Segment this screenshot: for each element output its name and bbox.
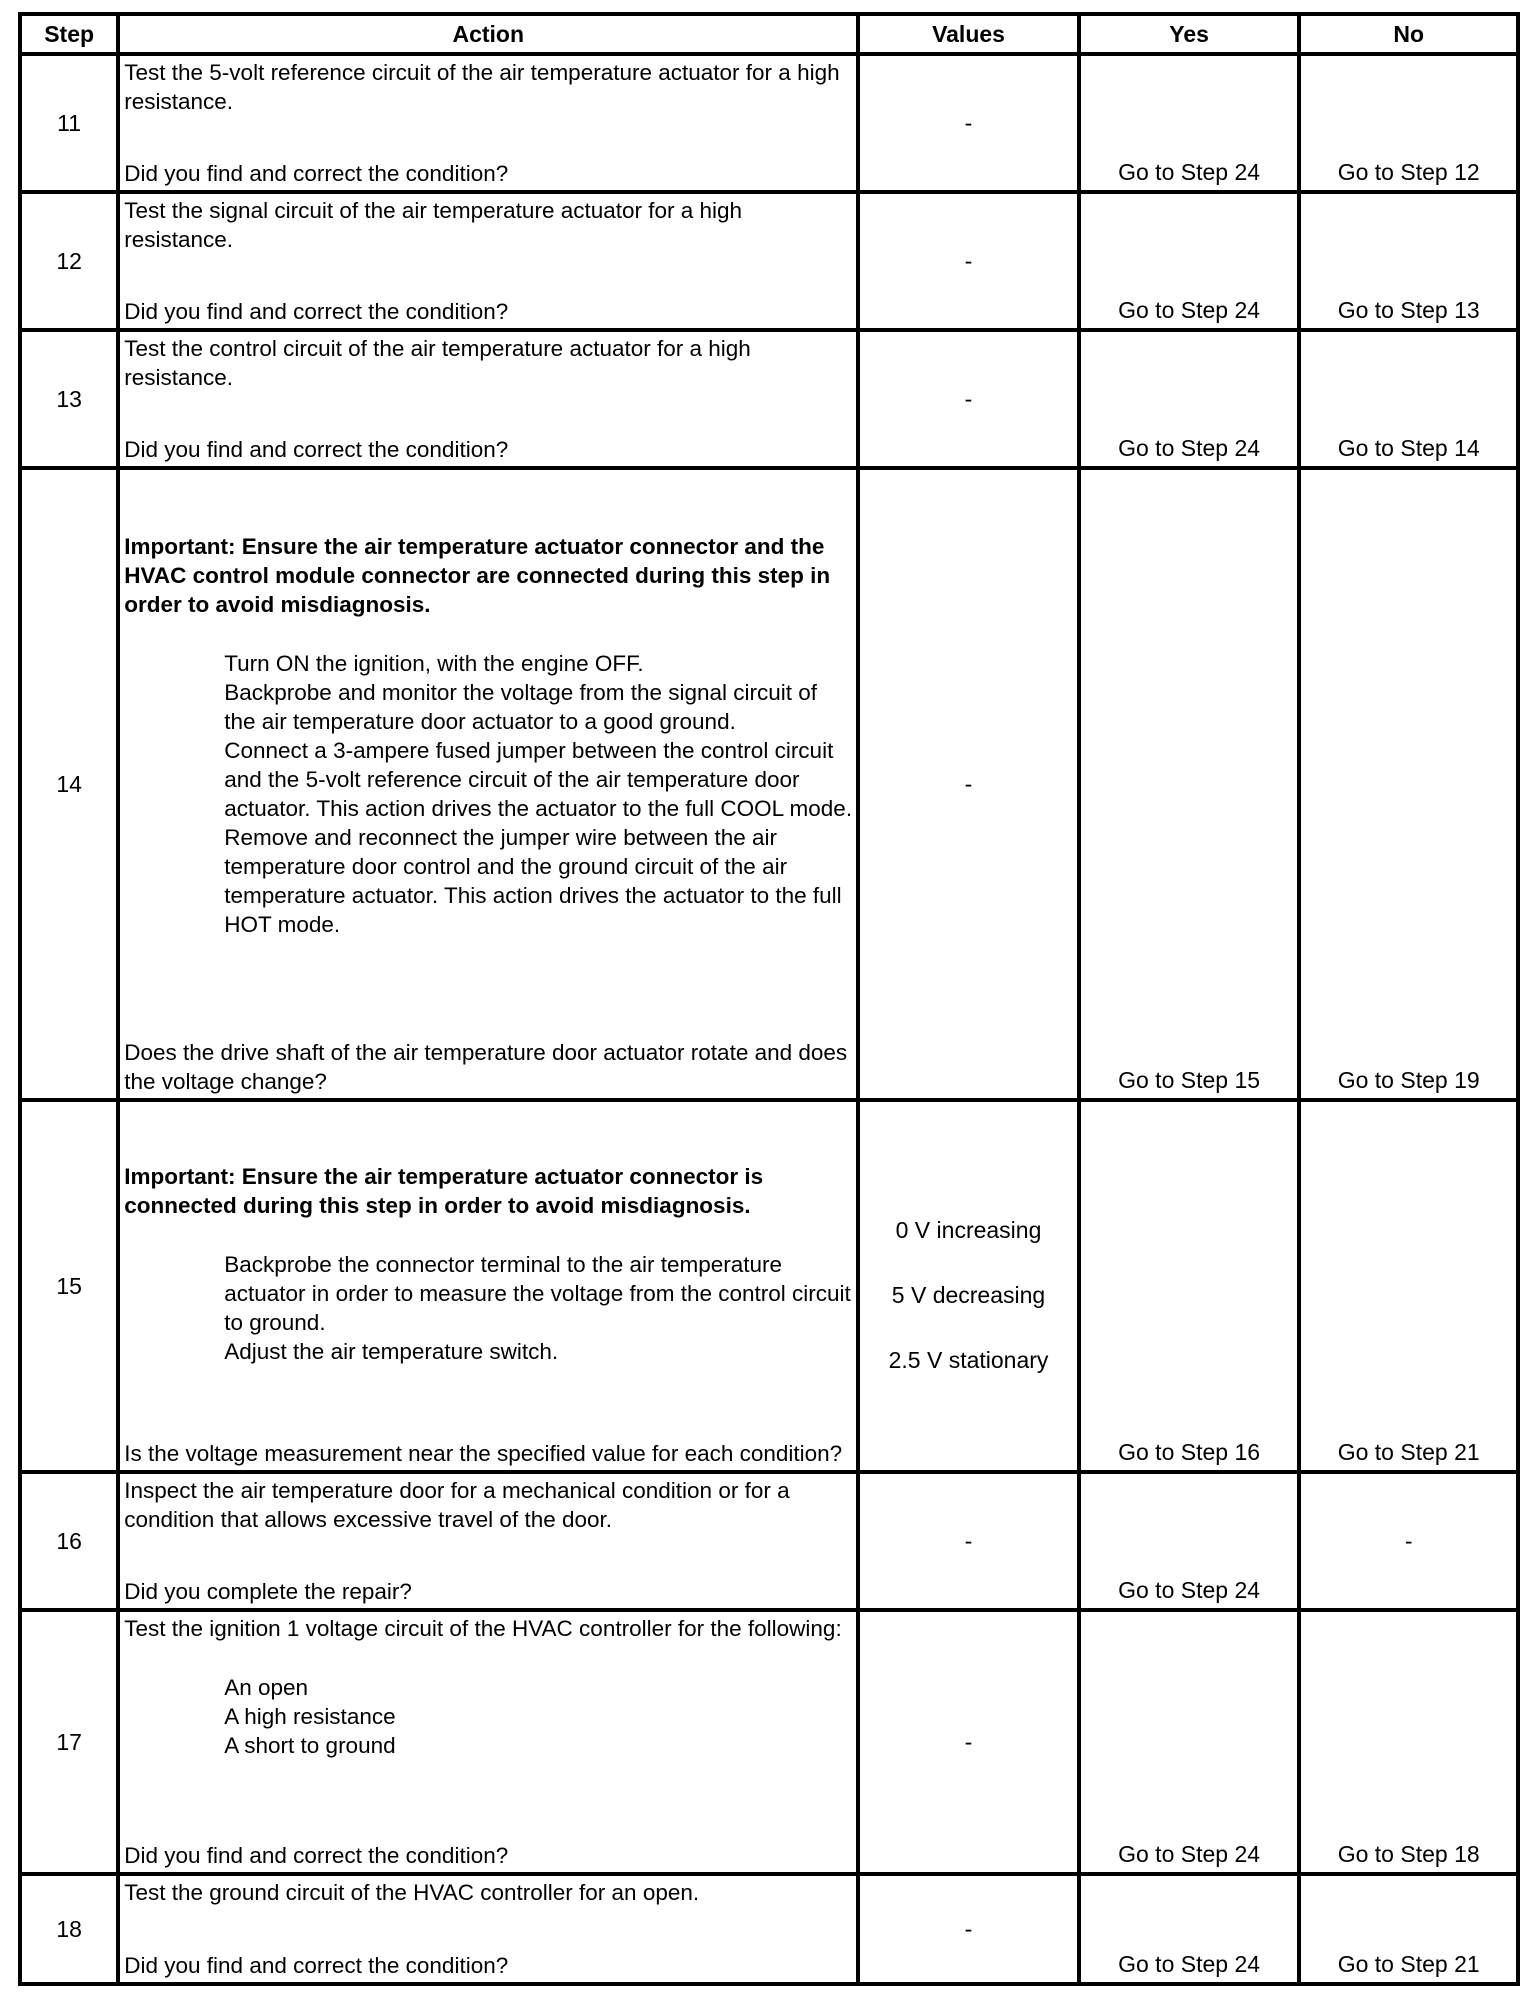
table-row <box>20 54 1518 192</box>
step-number: 18 <box>20 1874 118 1984</box>
table-row <box>20 330 1518 468</box>
step-number: 13 <box>20 330 118 468</box>
action-cell <box>118 1472 858 1610</box>
values-cell: - <box>858 330 1079 468</box>
header-row <box>20 14 1518 54</box>
step-number: 12 <box>20 192 118 330</box>
no-cell: Go to Step 21 <box>1299 1874 1518 1984</box>
yes-cell: Go to Step 24 <box>1079 54 1300 192</box>
action-cell <box>118 1100 858 1472</box>
action-question: Does the drive shaft of the air temperature door actuator rotate and does the voltage change? <box>124 1040 848 1094</box>
values-cell: - <box>858 468 1079 1100</box>
action-cell <box>118 330 858 468</box>
no-cell: - <box>1299 1472 1518 1610</box>
action-cell <box>118 54 858 192</box>
action-text: Test the signal circuit of the air temperature actuator for a high resistance. <box>124 198 743 252</box>
values-cell: - <box>858 54 1079 192</box>
no-cell: Go to Step 12 <box>1299 54 1518 192</box>
action-cell <box>118 1874 858 1984</box>
sub-step-list <box>124 1250 852 1366</box>
sub-step: An open <box>224 1675 309 1700</box>
values-cell: - <box>858 1874 1079 1984</box>
action-text: Test the 5-volt reference circuit of the air temperature actuator for a high resistance. <box>124 60 840 114</box>
table-row <box>20 1100 1518 1472</box>
header-yes: Yes <box>1079 14 1300 54</box>
table-row <box>20 1472 1518 1610</box>
yes-cell: Go to Step 24 <box>1079 1610 1300 1874</box>
table-row <box>20 1874 1518 1984</box>
sub-step: Turn ON the ignition, with the engine OFF. <box>224 651 644 676</box>
action-question: Did you find and correct the condition? <box>124 1953 509 1978</box>
yes-cell: Go to Step 24 <box>1079 192 1300 330</box>
table-row <box>20 192 1518 330</box>
action-text: Test the ignition 1 voltage circuit of the HVAC controller for the following: <box>124 1616 842 1641</box>
action-cell <box>118 192 858 330</box>
sub-step: Backprobe and monitor the voltage from the signal circuit of the air temperature door actuator to a good ground. <box>224 680 818 734</box>
table-row <box>20 468 1518 1100</box>
step-number: 17 <box>20 1610 118 1874</box>
sub-step: Adjust the air temperature switch. <box>224 1339 559 1364</box>
yes-cell: Go to Step 15 <box>1079 468 1300 1100</box>
action-text: Inspect the air temperature door for a mechanical condition or for a condition that allows excessive travel of the door. <box>124 1478 790 1532</box>
table-row <box>20 1610 1518 1874</box>
action-text: Test the ground circuit of the HVAC controller for an open. <box>124 1880 700 1905</box>
values-cell: - <box>858 1472 1079 1610</box>
step-number: 15 <box>20 1100 118 1472</box>
sub-step-list <box>124 1673 852 1760</box>
no-cell: Go to Step 19 <box>1299 468 1518 1100</box>
action-question: Is the voltage measurement near the specified value for each condition? <box>124 1441 843 1466</box>
value-item: 0 V increasing <box>895 1216 1042 1243</box>
no-cell: Go to Step 14 <box>1299 330 1518 468</box>
header-no: No <box>1299 14 1518 54</box>
sub-step: Remove and reconnect the jumper wire between the air temperature door control and the ground circuit of the air temperature actuator. This action drives the actuator to the full HOT mode. <box>224 825 842 937</box>
action-question: Did you complete the repair? <box>124 1579 412 1604</box>
header-action: Action <box>118 14 858 54</box>
yes-cell: Go to Step 24 <box>1079 1472 1300 1610</box>
values-cell: - <box>858 1610 1079 1874</box>
action-question: Did you find and correct the condition? <box>124 299 509 324</box>
action-cell <box>118 1610 858 1874</box>
action-text: Test the control circuit of the air temperature actuator for a high resistance. <box>124 336 751 390</box>
sub-step-list <box>124 649 852 939</box>
header-values: Values <box>858 14 1079 54</box>
header-step: Step <box>20 14 118 54</box>
step-number: 11 <box>20 54 118 192</box>
no-cell: Go to Step 13 <box>1299 192 1518 330</box>
sub-step: Connect a 3-ampere fused jumper between the control circuit and the 5-volt reference circuit of the air temperature door actuator. This action drives the actuator to the full COOL mode. <box>224 738 853 821</box>
important-note: Important: Ensure the air temperature actuator connector and the HVAC control module connector are connected during this step in order to avoid misdiagnosis. <box>124 534 831 617</box>
important-note: Important: Ensure the air temperature actuator connector is connected during this step in order to avoid misdiagnosis. <box>124 1164 764 1218</box>
step-number: 14 <box>20 468 118 1100</box>
action-question: Did you find and correct the condition? <box>124 1843 509 1868</box>
yes-cell: Go to Step 16 <box>1079 1100 1300 1472</box>
sub-step: A short to ground <box>224 1733 396 1758</box>
yes-cell: Go to Step 24 <box>1079 1874 1300 1984</box>
sub-step: A high resistance <box>224 1704 396 1729</box>
value-item: 5 V decreasing <box>891 1281 1046 1308</box>
action-question: Did you find and correct the condition? <box>124 437 509 462</box>
no-cell: Go to Step 18 <box>1299 1610 1518 1874</box>
action-cell <box>118 468 858 1100</box>
value-item: 2.5 V stationary <box>888 1346 1049 1373</box>
sub-step: Backprobe the connector terminal to the air temperature actuator in order to measure the voltage from the control circuit to ground. <box>224 1252 851 1335</box>
action-question: Did you find and correct the condition? <box>124 161 509 186</box>
step-number: 16 <box>20 1472 118 1610</box>
no-cell: Go to Step 21 <box>1299 1100 1518 1472</box>
values-cell: - <box>858 192 1079 330</box>
yes-cell: Go to Step 24 <box>1079 330 1300 468</box>
values-cell <box>858 1100 1079 1472</box>
diagnostic-table <box>18 12 1520 1986</box>
